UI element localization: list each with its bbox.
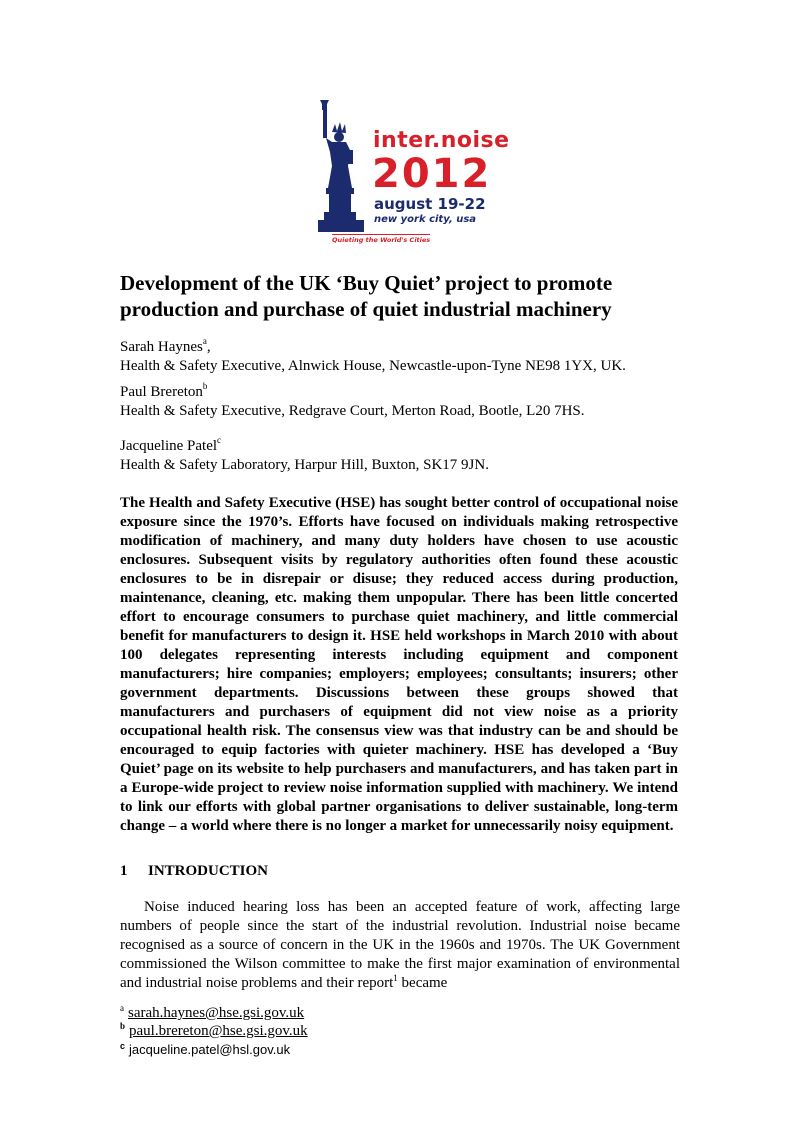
section-number: 1 <box>120 863 128 879</box>
abstract <box>120 494 678 836</box>
author-affiliation: Health & Safety Laboratory, Harpur Hill, Buxton, SK17 9JN. <box>120 457 489 473</box>
reference-mark: 1 <box>393 973 398 983</box>
logo-tagline: Quieting the World's Cities <box>332 236 431 244</box>
intro-text-continued: became <box>397 975 448 991</box>
author-affiliation: Health & Safety Executive, Alnwick House, Newcastle-upon-Tyne NE98 1YX, UK. <box>120 358 626 374</box>
paper-title <box>120 270 700 322</box>
footnote-mark: b <box>120 1021 126 1031</box>
logo-dates: august 19-22 <box>374 195 486 213</box>
logo-title: inter.noise <box>373 128 510 153</box>
author-block-2 <box>120 383 585 421</box>
footnote-email: jacqueline.patel@hsl.gov.uk <box>129 1042 291 1057</box>
author-block-3 <box>120 437 489 475</box>
section-title: INTRODUCTION <box>148 863 269 879</box>
author-mark: c <box>217 435 222 445</box>
author-name: Sarah Haynes <box>120 339 203 355</box>
title-line-1: Development of the UK ‘Buy Quiet’ project to promote <box>120 271 613 295</box>
footnote-b <box>120 1022 308 1040</box>
author-name: Jacqueline Patel <box>120 438 218 454</box>
logo-year: 2012 <box>372 151 492 197</box>
footnote-mark: a <box>120 1003 124 1013</box>
footnote-email-link[interactable]: paul.brereton@hse.gsi.gov.uk <box>129 1023 308 1039</box>
intro-text: Noise induced hearing loss has been an accepted feature of work, affecting large numbers of people since the start of the industrial revolution. Industrial noise became recognised as a source of concern in the UK in the 1960s and 1970s. The UK Government commissioned the Wilson committee to make the first major examination of environmental and industrial noise problems and their report <box>120 899 680 991</box>
author-suffix: , <box>206 339 211 355</box>
introduction-paragraph <box>120 898 680 993</box>
footnote-a <box>120 1004 304 1022</box>
footnote-c <box>120 1041 290 1059</box>
author-name: Paul Brereton <box>120 384 203 400</box>
footnote-mark: c <box>120 1040 126 1051</box>
abstract-text: The Health and Safety Executive (HSE) has sought better control of occupational noise exposure since the 1970’s. Efforts have focused on individuals making retrospective modification of machinery, and many duty holders have chosen to use acoustic enclosures. Subsequent visits by regulatory authorities often found these acoustic enclosures to be in disrepair or disuse; they reduced access during production, maintenance, cleaning, etc. making them unpopular. There has been little concerted effort to encourage consumers to purchase quiet machinery, and little commercial benefit for manufacturers to design it. HSE held workshops in March 2010 with about 100 delegates representing interests including equipment and component manufacturers; hire companies; employers; employees; consultants; insurers; other government departments. Discussions between these groups showed that manufacturers and purchasers of equipment did not view noise as a priority occupational health risk. The consensus view was that industry can be and should be encouraged to equip factories with quieter machinery. HSE has developed a ‘Buy Quiet’ page on its website to help purchasers and manufacturers, and has taken part in a Europe-wide project to review noise information supplied with machinery. We intend to link our efforts with global partner organisations to deliver sustainable, long-term change – a world where there is no longer a market for unnecessarily noisy equipment. <box>120 495 678 834</box>
logo-location: new york city, usa <box>374 214 477 225</box>
author-mark: b <box>202 381 208 391</box>
conference-logo <box>318 100 510 245</box>
footnote-email-link[interactable]: sarah.haynes@hse.gsi.gov.uk <box>128 1005 305 1021</box>
author-affiliation: Health & Safety Executive, Redgrave Court, Merton Road, Bootle, L20 7HS. <box>120 403 585 419</box>
section-heading <box>120 862 268 881</box>
title-line-2: production and purchase of quiet industrial machinery <box>120 297 612 321</box>
statue-of-liberty-icon <box>318 100 378 235</box>
author-block-1 <box>120 338 626 376</box>
author-mark: a <box>202 336 207 346</box>
